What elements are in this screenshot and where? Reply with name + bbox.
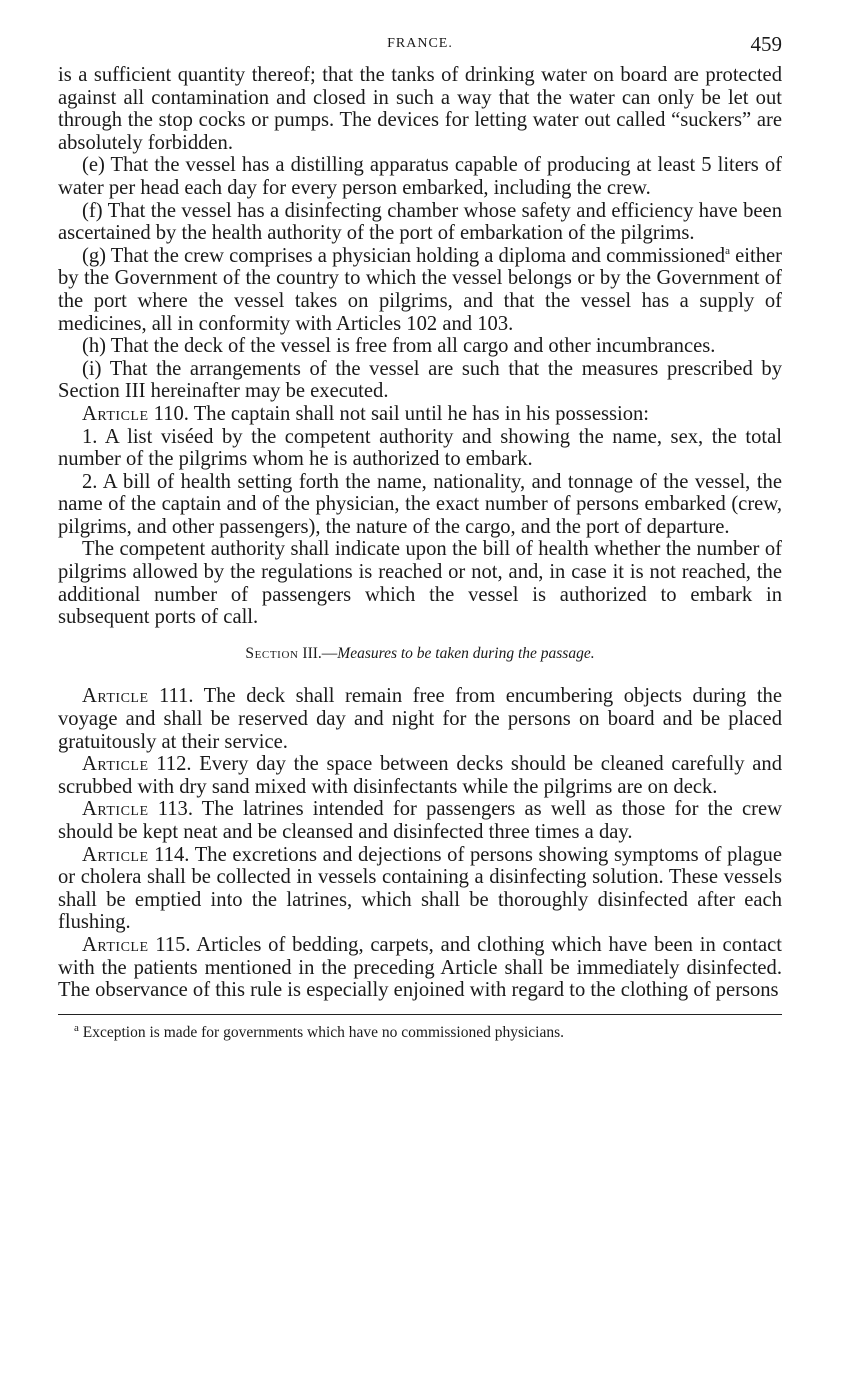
body-text: [58, 64, 782, 1002]
footnote-divider: [58, 1014, 782, 1015]
article-label: Article: [82, 798, 149, 821]
article-text: 115. Articles of bedding, carpets, and clothing which have been in contact with the patients mentioned in the preceding Article shall be immediately disinfected. The observance of this rule is especially enjoined with regard to the clothing of persons: [58, 933, 782, 1002]
paragraph: The competent authority shall indicate upon the bill of health whether the number of pilgrims allowed by the regulations is reached or not, and, in case it is not reached, the additional number of passengers which the vessel is authorized to embark in subsequent ports of call.: [58, 538, 782, 629]
article-paragraph: [58, 934, 782, 1002]
article-paragraph: [58, 685, 782, 753]
article-paragraph: [58, 403, 782, 426]
article-paragraph: [58, 753, 782, 798]
running-title: FRANCE.: [387, 36, 453, 51]
paragraph-text: either by the Government of the country to which the vessel belongs or by the Government of the port where the vessel takes on pilgrims, and that the vessel has a supply of medicines, all in conformity with Articles 102 and 103.: [58, 244, 783, 335]
paragraph: (f) That the vessel has a disinfecting chamber whose safety and efficiency have been ascertained by the health authority of the port of embarkation of the pilgrims.: [58, 199, 782, 245]
article-label: Article: [82, 685, 149, 708]
paragraph: is a sufficient quantity thereof; that the tanks of drinking water on board are protected against all contamination and closed in such a way that the water can only be let out through the stop cocks or pumps. The devices for letting water out called “suckers” are absolutely forbidden.: [58, 64, 782, 154]
article-text: 112. Every day the space between decks should be cleaned carefully and scrubbed with dry sand mixed with disinfectants while the pilgrims are on deck.: [58, 753, 782, 798]
article-text: 114. The excretions and dejections of persons showing symptoms of plague or cholera shall be collected in vessels containing a disinfecting solution. These vessels shall be emptied into the latrines, which shall be thoroughly disinfected after each flushing.: [58, 843, 782, 934]
article-text: 111. The deck shall remain free from encumbering objects during the voyage and shall be reserved day and night for the persons on board and be placed gratuitously at their service.: [58, 685, 782, 753]
article-label: Article: [82, 402, 149, 425]
section-heading: [58, 643, 782, 666]
footnote-text: Exception is made for governments which have no commissioned physicians.: [78, 1023, 565, 1041]
section-number: III.—: [298, 644, 338, 662]
article-label: Article: [82, 933, 149, 956]
paragraph-text: (g) That the crew comprises a physician holding a diploma and commissioned: [82, 244, 726, 267]
paragraph: 2. A bill of health setting forth the name, nationality, and tonnage of the vessel, the name of the captain and of the physician, the exact number of persons embarked (crew, pilgrims, and other passengers), the nature of the cargo, and the port of departure.: [58, 470, 782, 538]
section-title: Measures to be taken during the passage.: [337, 644, 595, 662]
section-label: Section: [245, 644, 299, 662]
paragraph: (e) That the vessel has a distilling apparatus capable of producing at least 5 liters of water per head each day for every person embarked, including the crew.: [58, 154, 782, 199]
article-text: 113. The latrines intended for passengers as well as those for the crew should be kept neat and be cleansed and disinfected three times a day.: [58, 798, 782, 843]
article-label: Article: [82, 843, 149, 866]
article-text: 110. The captain shall not sail until he has in his possession:: [148, 402, 650, 425]
paragraph: (h) That the deck of the vessel is free from all cargo and other incumbrances.: [82, 335, 716, 358]
article-label: Article: [82, 753, 149, 776]
document-page: [58, 30, 782, 1043]
footnote: [58, 1023, 782, 1043]
footnote-reference: a: [725, 244, 730, 257]
footnote-mark: a: [74, 1021, 79, 1034]
article-paragraph: [58, 844, 782, 934]
article-paragraph: [58, 798, 782, 843]
paragraph: (i) That the arrangements of the vessel are such that the measures prescribed by Section III hereinafter may be executed.: [58, 357, 782, 403]
paragraph: [58, 245, 782, 335]
page-number: 459: [750, 32, 782, 56]
running-head: [58, 30, 782, 64]
paragraph: 1. A list viséed by the competent authority and showing the name, sex, the total number of the pilgrims whom he is authorized to embark.: [58, 425, 782, 471]
